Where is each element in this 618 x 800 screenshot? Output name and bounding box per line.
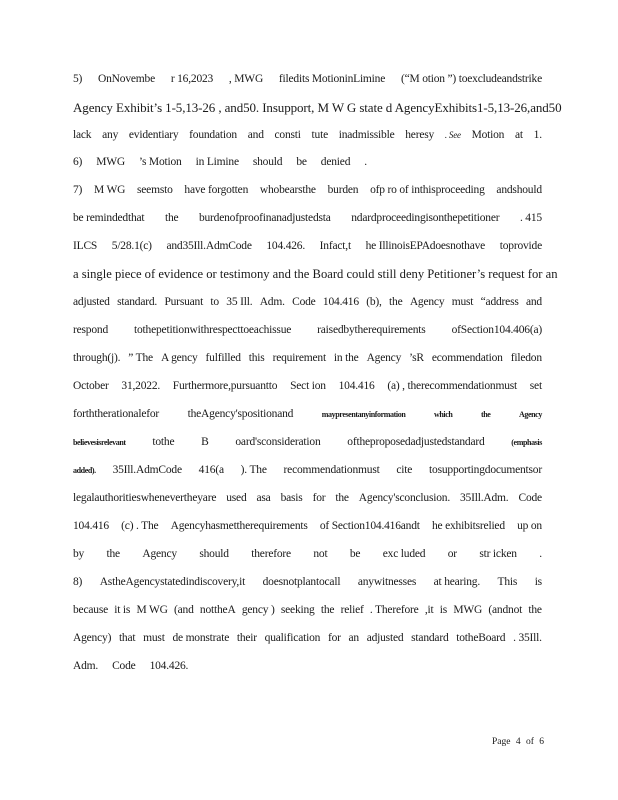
text-segment: r 16,2023 [170, 73, 214, 85]
text-segment: exc luded [382, 548, 426, 560]
text-segment: whobearsthe [259, 184, 316, 196]
text-segment: de monstrate [172, 632, 230, 644]
text-segment: any [102, 129, 119, 141]
text-segment: not [313, 548, 328, 560]
text-segment: burdenofproofinanadjustedsta [198, 212, 331, 224]
text-segment: which [433, 410, 453, 419]
text-segment: 104.416 [73, 520, 109, 532]
text-segment: forththerationalefor [73, 408, 160, 420]
text-segment: he exhibitsrelied [431, 520, 505, 532]
page-number: Page 4 of 6 [491, 737, 544, 747]
text-segment: ILCS [73, 240, 98, 252]
text-segment: Agency Exhibit’s 1-5,13 [73, 100, 199, 115]
text-segment: . [539, 548, 542, 560]
text-segment: evidentiary [128, 129, 179, 141]
text-segment: qualification [264, 632, 321, 644]
text-segment: be [349, 548, 361, 560]
text-segment: -26 , and50 [198, 100, 256, 115]
text-line [73, 603, 542, 617]
text-segment: 5) [73, 73, 83, 85]
text-segment: through(j). [73, 352, 121, 364]
text-segment: Adm. [259, 296, 285, 308]
text-segment: Infact,t [319, 240, 351, 252]
text-segment: gency ) [241, 604, 275, 616]
text-segment: lack [73, 129, 92, 141]
text-segment: 104.416 [338, 380, 375, 392]
text-segment: is [534, 576, 542, 588]
text-segment: 35 Ill. [226, 296, 253, 308]
text-segment: This [497, 576, 518, 588]
text-segment: , M W G state d Agency [311, 100, 435, 115]
text-segment: adjusted [366, 632, 404, 644]
text-line [73, 72, 542, 86]
text-segment: (andnot [488, 604, 523, 616]
text-segment: the [106, 548, 120, 560]
text-segment: should [199, 548, 229, 560]
text-segment: . See [444, 130, 461, 140]
text-segment: have forgotten [184, 184, 249, 196]
text-line [73, 100, 562, 115]
text-segment: filedon [510, 352, 542, 364]
text-segment: and [525, 296, 542, 308]
text-segment: 104.426. [266, 240, 306, 252]
text-segment: that [118, 632, 136, 644]
text-segment: Pursuant [164, 296, 204, 308]
text-segment: consti [274, 129, 301, 141]
text-segment: seeking [280, 604, 315, 616]
text-segment: MWG [96, 156, 125, 168]
text-line [73, 659, 542, 673]
text-segment: the [528, 604, 542, 616]
text-segment: seemsto [136, 184, 173, 196]
text-segment: Code [518, 492, 542, 504]
text-segment: , MWG [228, 73, 264, 85]
text-segment: “address [480, 296, 519, 308]
text-line [73, 519, 542, 533]
text-segment: . 35Ill. [513, 632, 542, 644]
text-segment: denied [320, 156, 351, 168]
text-segment: of Section104.416andt [319, 520, 420, 532]
text-segment: this [248, 352, 265, 364]
text-line [73, 407, 542, 422]
text-segment: . 415 [519, 212, 542, 224]
text-segment: Agency'sconclusion. [358, 492, 451, 504]
text-segment: requirement [272, 352, 326, 364]
text-segment: it is [114, 604, 131, 616]
text-segment: at [514, 129, 523, 141]
text-segment: the [335, 492, 349, 504]
text-segment: 104.416 [322, 296, 359, 308]
text-segment: andshould [496, 184, 542, 196]
text-line [73, 463, 542, 478]
text-segment: Exhibits1 [434, 100, 484, 115]
text-line [73, 575, 542, 589]
text-segment: filedits MotioninLimine [278, 73, 386, 85]
text-segment: (a) , therecommendationmust [387, 380, 518, 392]
text-segment: anywitnesses [357, 576, 417, 588]
text-segment: -5,13 [483, 100, 511, 115]
text-segment: nottheA [199, 604, 236, 616]
text-segment: ’s Motion [138, 156, 182, 168]
text-segment: be remindedthat [73, 212, 145, 224]
text-line [73, 211, 542, 225]
text-segment: maypresentanyinformation [321, 410, 406, 419]
text-segment: standard. [117, 296, 158, 308]
text-segment: legalauthoritieswhenevertheyare [73, 492, 217, 504]
text-segment: doesnotplantocall [262, 576, 341, 588]
text-segment: AstheAgencystatedindiscovery,it [99, 576, 246, 588]
text-segment: or [447, 548, 457, 560]
text-segment: Agency [519, 410, 542, 419]
text-segment: at hearing. [433, 576, 480, 588]
text-segment: -26,and50 [510, 100, 562, 115]
text-segment: ecommendation [431, 352, 503, 364]
text-segment: a single piece of evidence or testimony and the Board could still deny Petitioner’s request for an [73, 267, 558, 281]
text-segment: M WG [93, 184, 126, 196]
text-segment: Agency [409, 296, 445, 308]
text-segment: because [73, 604, 108, 616]
text-segment: in Limine [195, 156, 239, 168]
text-segment: 31,2022. [121, 380, 161, 392]
text-segment: set [529, 380, 542, 392]
text-line [73, 295, 542, 309]
text-line [73, 323, 542, 337]
text-segment: and35Ill.AdmCode [166, 240, 252, 252]
text-line [73, 435, 542, 450]
text-segment: burden [327, 184, 359, 196]
text-segment: (emphasis [511, 438, 542, 447]
text-segment: B [201, 436, 209, 448]
text-segment: an [348, 632, 359, 644]
text-segment: 8) [73, 576, 83, 588]
text-line [73, 631, 542, 645]
text-segment: 35Ill.Adm. [460, 492, 509, 504]
text-segment: Sect ion [290, 380, 326, 392]
text-segment: Code [112, 660, 136, 672]
text-segment: Adm. [73, 660, 99, 672]
text-segment: believesisrelevant [73, 438, 126, 447]
text-segment: therefore [251, 548, 291, 560]
text-segment: cite [396, 464, 413, 476]
text-segment: the [480, 410, 491, 419]
text-segment: basis [280, 492, 303, 504]
text-segment: must [451, 296, 474, 308]
text-line [73, 351, 542, 365]
text-segment: must [143, 632, 165, 644]
text-segment: toprovide [499, 240, 542, 252]
text-line [73, 547, 542, 561]
text-segment: the [389, 296, 403, 308]
text-segment: 5/28.1(c) [111, 240, 152, 252]
text-segment: ,it [424, 604, 434, 616]
text-segment: ofSection104.406(a) [451, 324, 542, 336]
text-segment: for [312, 492, 326, 504]
text-segment: tothe [152, 436, 175, 448]
text-segment: fulfilled [205, 352, 241, 364]
text-segment: October [73, 380, 109, 392]
text-segment: recommendationmust [283, 464, 380, 476]
text-segment: . Insupport [255, 100, 312, 115]
text-segment: 104.426. [149, 660, 189, 672]
text-segment: respond [73, 324, 109, 336]
text-segment: used [226, 492, 247, 504]
text-segment: to [210, 296, 219, 308]
text-segment: inadmissible [338, 129, 395, 141]
text-line [73, 128, 542, 142]
text-segment: theAgency'spositionand [187, 408, 294, 420]
text-segment: Agencyhasmettherequirements [170, 520, 308, 532]
text-segment: 1. [533, 129, 542, 141]
text-segment: (and [174, 604, 194, 616]
text-line [73, 491, 542, 505]
text-segment: the [320, 604, 335, 616]
text-segment: Agency [366, 352, 402, 364]
text-segment: Furthermore,pursuantto [172, 380, 278, 392]
text-segment: ndardproceedingisonthepetitioner [351, 212, 500, 224]
text-segment: their [236, 632, 257, 644]
text-segment: asa [256, 492, 271, 504]
text-segment: M WG [136, 604, 168, 616]
text-segment: is [439, 604, 448, 616]
text-segment: totheBoard [456, 632, 506, 644]
text-segment: (“M otion ”) toexcludeandstrike [400, 73, 542, 85]
text-segment: ’sR [409, 352, 424, 364]
text-segment: heresy [405, 129, 435, 141]
text-segment: adjusted [73, 296, 110, 308]
text-segment: ). The [240, 464, 267, 476]
text-segment: ” The [128, 352, 153, 364]
text-segment: OnNovembe [98, 73, 155, 85]
text-segment: (b), [366, 296, 382, 308]
text-segment: . [364, 156, 367, 168]
text-line [73, 379, 542, 393]
text-segment: Code [292, 296, 316, 308]
text-segment: raisedbytherequirements [317, 324, 426, 336]
text-segment: and [247, 129, 264, 141]
text-segment: oftheproposedadjustedstandard [347, 436, 485, 448]
text-segment: up on [517, 520, 542, 532]
text-segment: added). [73, 466, 96, 475]
text-segment: A gency [160, 352, 198, 364]
text-segment: MWG [453, 604, 483, 616]
text-segment: he IllinoisEPAdoesnothave [365, 240, 486, 252]
text-segment: Motion [471, 129, 505, 141]
text-segment: the [164, 212, 179, 224]
text-segment: 35Ill.AdmCode [112, 464, 182, 476]
text-segment: 6) [73, 156, 83, 168]
text-segment: be [296, 156, 307, 168]
text-segment: in the [333, 352, 359, 364]
text-segment: for [327, 632, 341, 644]
text-segment: by [73, 548, 85, 560]
text-segment: . Therefore [369, 604, 419, 616]
text-segment: str icken [479, 548, 517, 560]
text-segment: Agency [142, 548, 177, 560]
text-line [73, 267, 558, 281]
text-segment: oard'sconsideration [235, 436, 321, 448]
text-segment: standard [411, 632, 449, 644]
text-segment: (c) . The [121, 520, 159, 532]
text-segment: relief [340, 604, 364, 616]
text-line [73, 239, 542, 253]
text-segment: should [252, 156, 283, 168]
text-segment: foundation [189, 129, 237, 141]
text-segment: 7) [73, 184, 83, 196]
text-line [73, 183, 542, 197]
text-line [73, 155, 542, 169]
text-segment: ofp ro of inthisproceeding [370, 184, 485, 196]
text-segment: tothepetitionwithrespecttoeachissue [134, 324, 292, 336]
text-segment: tute [311, 129, 328, 141]
text-segment: 416(a [198, 464, 224, 476]
text-segment: Agency) [73, 632, 112, 644]
text-segment: tosupportingdocumentsor [429, 464, 542, 476]
